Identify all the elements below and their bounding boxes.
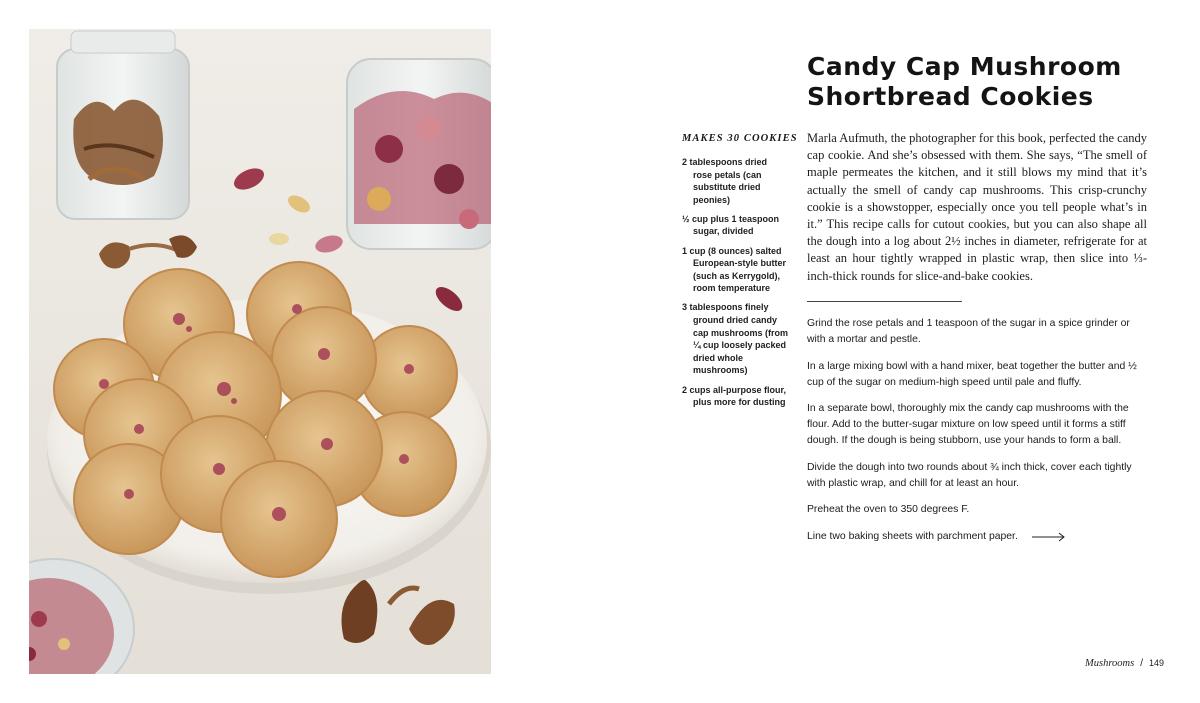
method-steps bbox=[807, 316, 1147, 555]
ingredient-item: 3 tablespoons finely ground dried candy cap mushrooms (from ¼ cup loosely packed dried whole mushrooms) bbox=[682, 302, 789, 376]
recipe-photo bbox=[29, 29, 491, 674]
recipe-title bbox=[807, 52, 1167, 112]
title-line-1: Candy Cap Mushroom bbox=[807, 52, 1122, 81]
page-footer bbox=[1085, 658, 1164, 669]
section-name: Mushrooms bbox=[1084, 658, 1135, 669]
continue-arrow-icon bbox=[1032, 532, 1066, 542]
title-line-2: Shortbread Cookies bbox=[807, 82, 1094, 111]
ingredient-item: 1 cup (8 ounces) salted European-style butter (such as Kerrygold), room temperature bbox=[682, 245, 787, 294]
divider-rule bbox=[807, 301, 962, 302]
cookies-illustration bbox=[29, 29, 491, 674]
method-step: In a large mixing bowl with a hand mixer, beat together the butter and ½ cup of the sugar on medium-high speed until pale and fluffy. bbox=[807, 360, 1137, 388]
method-step: Line two baking sheets with parchment paper. bbox=[807, 530, 1018, 542]
recipe-yield: MAKES 30 COOKIES bbox=[682, 133, 798, 144]
ingredient-item: ½ cup plus 1 teaspoon sugar, divided bbox=[682, 213, 780, 237]
method-step: Divide the dough into two rounds about ¾ inch thick, cover each tightly with plastic wrap, and chill for at least an hour. bbox=[807, 461, 1132, 489]
ingredient-item: 2 tablespoons dried rose petals (can substitute dried peonies) bbox=[682, 157, 768, 205]
jar-rose-petals bbox=[347, 59, 491, 249]
ingredient-item: 2 cups all-purpose flour, plus more for dusting bbox=[682, 384, 787, 408]
footer-separator: / bbox=[1140, 658, 1143, 669]
page-number: 149 bbox=[1148, 658, 1164, 668]
recipe-intro: Marla Aufmuth, the photographer for this book, perfected the candy cap cookie. And she’s obsessed with them. She says, “The smell of maple permeates the kitchen, and it still blows my mind that it’s actually the smell of candy cap mushrooms. This crisp-crunchy cookie is a showstopper, especially once you tell people what’s in it.” This recipe calls for cutout cookies, but you can also shape all the dough into a log about 2½ inches in diameter, refrigerate for at least an hour tightly wrapped in plastic wrap, then slice into ⅓-inch-thick rounds for slice-and-bake cookies. bbox=[807, 131, 1147, 283]
method-step: Preheat the oven to 350 degrees F. bbox=[807, 504, 970, 515]
method-step: In a separate bowl, thoroughly mix the candy cap mushrooms with the flour. Add to the butter-sugar mixture on low speed until it forms a stiff dough. If the dough is being stubborn, use your hands to form a ball. bbox=[807, 403, 1129, 446]
ingredient-list bbox=[682, 156, 788, 415]
jar-mushrooms bbox=[57, 31, 189, 219]
method-step-last bbox=[807, 529, 1147, 545]
method-step: Grind the rose petals and 1 teaspoon of the sugar in a spice grinder or with a mortar and pestle. bbox=[807, 318, 1130, 345]
